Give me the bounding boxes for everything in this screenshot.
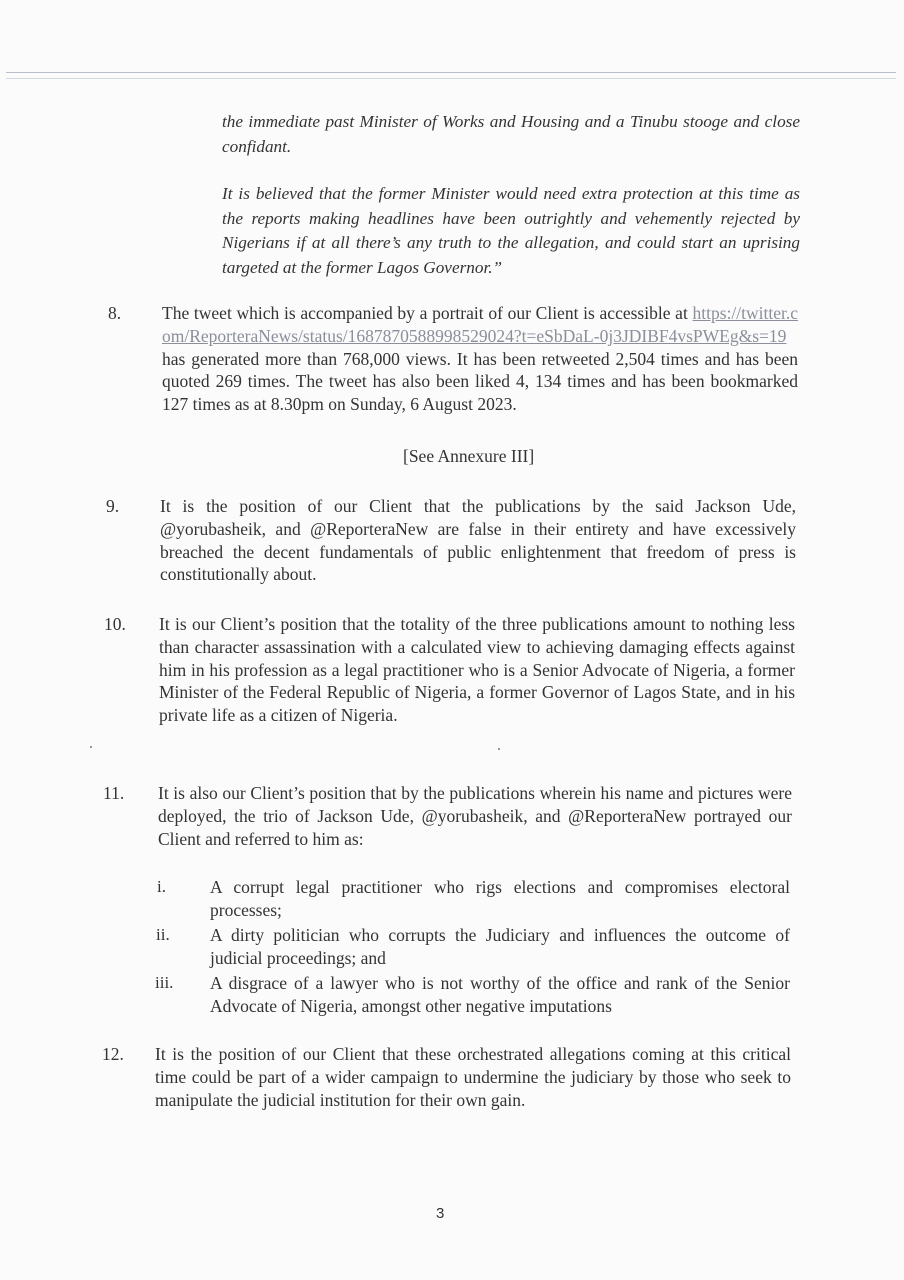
paragraph-12: It is the position of our Client that these orchestrated allegations coming at this critical time could be part of a wider campaign to undermine the judiciary by those who seek to manipulate the judicial institution for their own gain.: [155, 1044, 791, 1110]
paragraph-8-number: 8.: [108, 303, 122, 323]
quote-line-b: It is believed that the former Minister would need extra protection at this time as the reports making headlines have been outrightly and vehemently rejected by Nigerians if at all there’s any truth to the allegation, and could start an uprising targeted at the former Lagos Governor.”: [222, 184, 800, 277]
list-item-marker: ii.: [156, 925, 170, 944]
list-item: A corrupt legal practitioner who rigs elections and compromises electoral processes;: [210, 877, 790, 920]
paragraph-8: [162, 302, 798, 416]
list-item: A disgrace of a lawyer who is not worthy of the office and rank of the Senior Advocate of Nigeria, amongst other negative imputations: [210, 973, 790, 1016]
paragraph-8-text-a: The tweet which is accompanied by a portrait of our Client is accessible at: [162, 303, 688, 323]
paragraph-10: It is our Client’s position that the totality of the three publications amount to nothing less than character assassination with a calculated view to achieving damaging effects against him in his profession as a legal practitioner who is a Senior Advocate of Nigeria, a former Minister of the Federal Republic of Nigeria, a former Governor of Lagos State, and in his private life as a citizen of Nigeria.: [159, 614, 795, 726]
header-rule: [6, 72, 896, 73]
list-item-marker: i.: [157, 877, 166, 896]
paragraph-9-number: 9.: [106, 496, 120, 516]
paragraph-9: It is the position of our Client that the publications by the said Jackson Ude, @yorubasheik, and @ReporteraNew are false in their entirety and have excessively breached the decent fundamentals of public enlightenment that freedom of press is constitutionally about.: [160, 496, 796, 585]
scan-speck: [498, 748, 500, 750]
list-item: A dirty politician who corrupts the Judiciary and influences the outcome of judicial proceedings; and: [210, 925, 790, 968]
page-number: 3: [436, 1205, 445, 1222]
paragraph-8-text-b: has generated more than 768,000 views. It has been retweeted 2,504 times and has been quoted 269 times. The tweet has also been liked 4, 134 times and has been bookmarked 127 times as at 8.30pm on Sunday, 6 August 2023.: [162, 348, 798, 415]
tweet-link[interactable]: https://twitter.com/ReporteraNews/status/1687870588998529024?t=eSbDaL-0j3JDIBF4vsPWEg&s=19: [162, 303, 799, 346]
paragraph-12-number: 12.: [102, 1044, 124, 1064]
header-rule-secondary: [6, 78, 896, 79]
paragraph-11: It is also our Client’s position that by the publications wherein his name and pictures were deployed, the trio of Jackson Ude, @yorubasheik, and @ReporteraNew portrayed our Client and referred to him as:: [158, 783, 792, 849]
list-item-marker: iii.: [155, 973, 174, 992]
scan-speck: [90, 746, 92, 748]
annexure-reference: [See Annexure III]: [403, 446, 535, 466]
paragraph-11-number: 11.: [103, 783, 125, 803]
quote-line-a: the immediate past Minister of Works and Housing and a Tinubu stooge and close confidant.: [222, 112, 800, 156]
paragraph-10-number: 10.: [104, 614, 126, 634]
